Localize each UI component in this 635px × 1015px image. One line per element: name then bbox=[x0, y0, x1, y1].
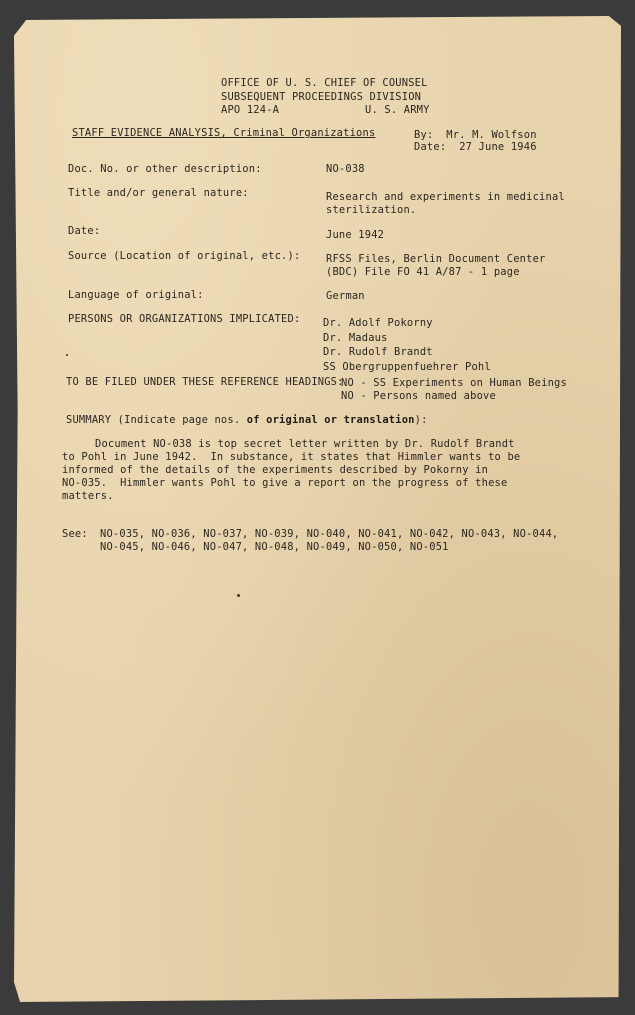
analysis-date: Date: 27 June 1946 bbox=[414, 141, 537, 153]
summary-line-2: to Pohl in June 1942. In substance, it states that Himmler wants to be bbox=[62, 451, 521, 463]
summary-line-5: matters. bbox=[62, 490, 114, 502]
ink-speck bbox=[237, 594, 240, 597]
field-label-language: Language of original: bbox=[68, 289, 204, 301]
field-value-persons: Dr. Adolf Pokorny Dr. Madaus Dr. Rudolf Brandt SS Obergruppenfuehrer Pohl bbox=[323, 317, 491, 373]
field-value-language: German bbox=[326, 290, 365, 302]
summary-heading bbox=[66, 414, 428, 427]
reference-line-1: NO - SS Experiments on Human Beings bbox=[341, 377, 567, 389]
summary-line-1: Document NO-038 is top secret letter written by Dr. Rudolf Brandt bbox=[95, 438, 515, 450]
header-line-apo: APO 124-A bbox=[221, 104, 280, 116]
summary-line-3: informed of the details of the experiments described by Pokorny in bbox=[62, 464, 489, 476]
summary-heading-bold: of original or translation bbox=[246, 414, 415, 426]
summary-heading-post: ): bbox=[414, 414, 428, 426]
reference-line-2: NO - Persons named above bbox=[341, 390, 496, 402]
analysis-by: By: Mr. M. Wolfson bbox=[414, 129, 537, 141]
summary-heading-pre: SUMMARY (Indicate page nos. bbox=[66, 414, 247, 426]
see-line-1: NO-035, NO-036, NO-037, NO-039, NO-040, NO-041, NO-042, NO-043, NO-044, bbox=[100, 528, 559, 540]
field-value-source: RFSS Files, Berlin Document Center (BDC) File FO 41 A/87 - 1 page bbox=[326, 253, 546, 278]
ink-speck bbox=[66, 354, 68, 356]
header-line-office: OFFICE OF U. S. CHIEF OF COUNSEL bbox=[221, 77, 428, 89]
field-label-persons: PERSONS OR ORGANIZATIONS IMPLICATED: bbox=[68, 313, 301, 325]
field-value-date: June 1942 bbox=[326, 229, 385, 241]
summary-line-4: NO-035. Himmler wants Pohl to give a report on the progress of these bbox=[62, 477, 508, 489]
field-value-title: Research and experiments in medicinal sterilization. bbox=[326, 191, 565, 216]
field-label-doc-no: Doc. No. or other description: bbox=[68, 163, 262, 175]
analysis-title: STAFF EVIDENCE ANALYSIS, Criminal Organizations bbox=[72, 127, 376, 139]
field-label-date: Date: bbox=[68, 225, 101, 237]
field-value-doc-no: NO-038 bbox=[326, 163, 365, 175]
field-label-source: Source (Location of original, etc.): bbox=[68, 250, 301, 262]
reference-label: TO BE FILED UNDER THESE REFERENCE HEADINGS: bbox=[66, 376, 344, 388]
header-line-army: U. S. ARMY bbox=[365, 104, 430, 116]
header-line-division: SUBSEQUENT PROCEEDINGS DIVISION bbox=[221, 91, 422, 103]
see-label: See: bbox=[62, 528, 88, 540]
see-line-2: NO-045, NO-046, NO-047, NO-048, NO-049, NO-050, NO-051 bbox=[100, 541, 449, 553]
field-label-title: Title and/or general nature: bbox=[68, 187, 249, 199]
